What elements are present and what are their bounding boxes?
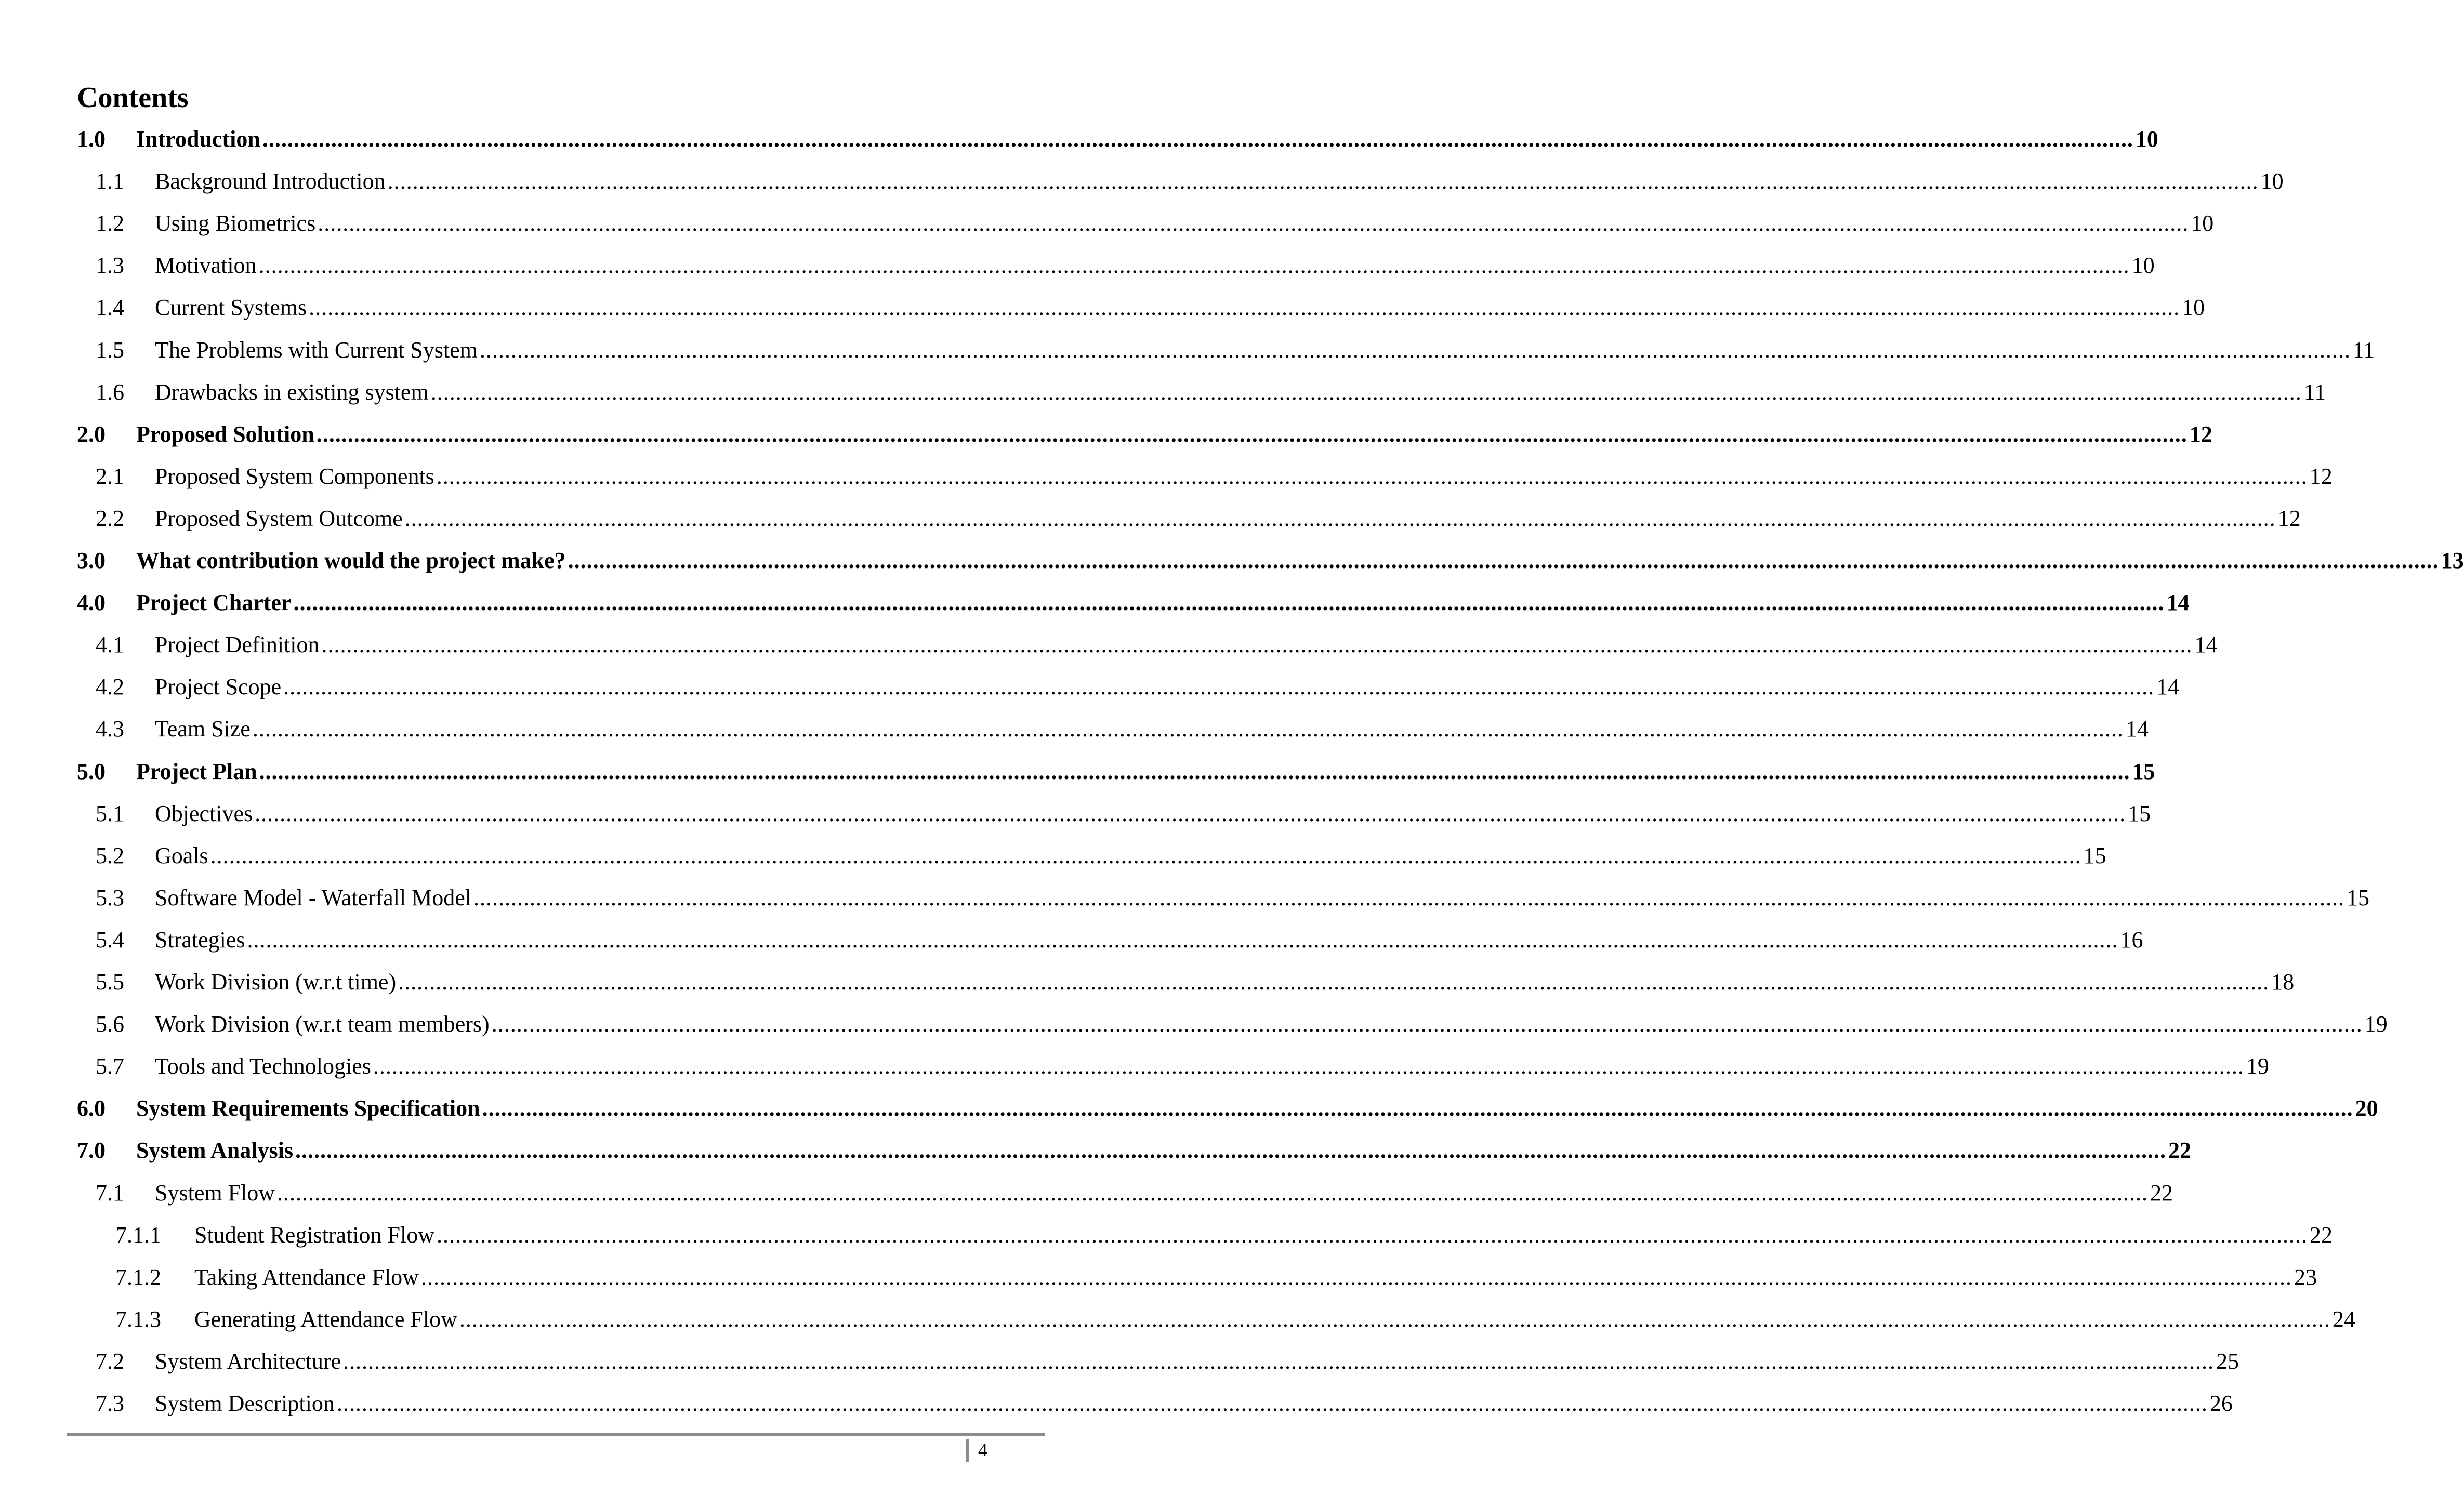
toc-entry-number: 3.0 xyxy=(77,548,106,573)
toc-entry-number: 5.2 xyxy=(96,842,124,868)
toc-entry[interactable] xyxy=(77,545,2464,576)
toc-entry-title: System Description xyxy=(155,1391,335,1416)
toc-entry-title: Introduction xyxy=(136,126,260,152)
toc-entry[interactable] xyxy=(96,840,2106,871)
toc-dot-leader: ............................................................................................................................................................................................................................................................................................................ xyxy=(210,842,2081,868)
toc-entry-page: 16 xyxy=(2120,927,2143,953)
toc-entry-number: 7.1.1 xyxy=(115,1222,161,1248)
toc-entry-page: 19 xyxy=(2246,1053,2269,1079)
toc-entry-title: Work Division (w.r.t time) xyxy=(155,969,397,995)
toc-dot-leader: ............................................................................................................................................................................................................................................................................................................ xyxy=(283,674,2155,700)
toc-dot-leader: ............................................................................................................................................................................................................................................................................................................ xyxy=(568,548,2439,573)
toc-entry-number: 1.1 xyxy=(96,168,124,194)
toc-entry-number: 7.1.3 xyxy=(115,1306,161,1332)
toc-entry-page: 15 xyxy=(2347,884,2370,910)
toc-entry[interactable] xyxy=(96,292,2205,323)
toc-dot-leader: ............................................................................................................................................................................................................................................................................................................ xyxy=(295,1138,2166,1164)
toc-entry[interactable] xyxy=(96,1346,2239,1377)
toc-entry-title: Goals xyxy=(155,842,208,868)
toc-entry-title: System Analysis xyxy=(136,1138,293,1164)
page-number-marker xyxy=(966,1439,969,1462)
toc-entry-number: 1.3 xyxy=(96,253,124,279)
toc-dot-leader: ............................................................................................................................................................................................................................................................................................................ xyxy=(258,253,2130,279)
toc-entry[interactable] xyxy=(96,461,2333,492)
toc-entry-page: 24 xyxy=(2332,1306,2355,1332)
toc-entry-page: 14 xyxy=(2125,716,2149,742)
toc-dot-leader: ............................................................................................................................................................................................................................................................................................................ xyxy=(247,927,2118,953)
toc-dot-leader: ............................................................................................................................................................................................................................................................................................................ xyxy=(309,295,2180,321)
toc-entry[interactable] xyxy=(77,1093,2378,1124)
toc-entry-title: Software Model - Waterfall Model xyxy=(155,884,472,910)
toc-entry[interactable] xyxy=(96,166,2284,197)
toc-entry-title: Background Introduction xyxy=(155,168,386,194)
toc-dot-leader: ............................................................................................................................................................................................................................................................................................................ xyxy=(255,800,2126,826)
toc-entry-page: 19 xyxy=(2364,1011,2388,1037)
toc-entry[interactable] xyxy=(96,967,2295,998)
page-title: Contents xyxy=(77,82,189,114)
toc-entry-page: 20 xyxy=(2355,1095,2378,1121)
toc-entry[interactable] xyxy=(96,629,2218,660)
toc-entry[interactable] xyxy=(96,1051,2269,1082)
toc-dot-leader: ............................................................................................................................................................................................................................................................................................................ xyxy=(482,1095,2353,1121)
toc-entry[interactable] xyxy=(96,798,2151,829)
toc-entry-number: 2.0 xyxy=(77,421,106,447)
toc-entry-number: 1.0 xyxy=(77,126,106,152)
toc-dot-leader: ............................................................................................................................................................................................................................................................................................................ xyxy=(343,1348,2215,1374)
toc-entry-title: System Architecture xyxy=(155,1348,341,1374)
toc-entry-title: Proposed System Components xyxy=(155,463,434,489)
toc-entry[interactable] xyxy=(96,208,2214,239)
toc-entry-number: 4.1 xyxy=(96,632,124,658)
toc-entry-number: 4.2 xyxy=(96,674,124,700)
toc-entry-page: 22 xyxy=(2168,1138,2191,1164)
toc-entry-title: Current Systems xyxy=(155,295,307,321)
toc-entry-page: 13 xyxy=(2441,548,2464,573)
toc-entry-page: 14 xyxy=(2194,632,2218,658)
toc-entry[interactable] xyxy=(77,419,2212,450)
toc-entry[interactable] xyxy=(96,882,2370,914)
toc-entry-title: Drawbacks in existing system xyxy=(155,379,429,405)
toc-entry-title: What contribution would the project make? xyxy=(136,548,566,573)
toc-entry-number: 2.2 xyxy=(96,505,124,531)
toc-entry-page: 10 xyxy=(2131,253,2155,279)
toc-entry-number: 4.3 xyxy=(96,716,124,742)
toc-entry-page: 22 xyxy=(2150,1180,2173,1206)
toc-dot-leader: ............................................................................................................................................................................................................................................................................................................ xyxy=(459,1306,2330,1332)
toc-entry-page: 12 xyxy=(2309,463,2333,489)
toc-dot-leader: ............................................................................................................................................................................................................................................................................................................ xyxy=(491,1011,2363,1037)
toc-dot-leader: ............................................................................................................................................................................................................................................................................................................ xyxy=(473,884,2345,910)
toc-dot-leader: ............................................................................................................................................................................................................................................................................................................ xyxy=(437,1222,2308,1248)
toc-entry-number: 5.5 xyxy=(96,969,124,995)
toc-entry[interactable] xyxy=(115,1220,2333,1251)
toc-entry-number: 5.3 xyxy=(96,884,124,910)
toc-entry-number: 7.0 xyxy=(77,1138,106,1164)
toc-entry[interactable] xyxy=(96,714,2149,745)
toc-entry-number: 4.0 xyxy=(77,590,106,616)
toc-entry[interactable] xyxy=(96,503,2301,534)
toc-entry-page: 15 xyxy=(2132,758,2155,784)
toc-entry-page: 10 xyxy=(2191,210,2214,236)
toc-entry-number: 1.2 xyxy=(96,210,124,236)
toc-entry-page: 15 xyxy=(2083,842,2106,868)
toc-entry-title: Motivation xyxy=(155,253,257,279)
toc-entry-page: 14 xyxy=(2166,590,2190,616)
toc-entry[interactable] xyxy=(96,924,2143,956)
toc-entry-title: Project Scope xyxy=(155,674,282,700)
toc-entry-page: 14 xyxy=(2156,674,2180,700)
toc-entry-number: 2.1 xyxy=(96,463,124,489)
toc-entry-page: 10 xyxy=(2260,168,2284,194)
toc-dot-leader: ............................................................................................................................................................................................................................................................................................................ xyxy=(316,421,2188,447)
toc-entry-title: Proposed Solution xyxy=(136,421,314,447)
toc-entry-title: The Problems with Current System xyxy=(155,337,478,363)
toc-entry-title: Tools and Technologies xyxy=(155,1053,371,1079)
toc-entry-page: 11 xyxy=(2303,379,2326,405)
toc-dot-leader: ............................................................................................................................................................................................................................................................................................................ xyxy=(321,632,2193,658)
toc-dot-leader: ............................................................................................................................................................................................................................................................................................................ xyxy=(387,168,2259,194)
toc-entry[interactable] xyxy=(96,335,2375,366)
toc-entry-page: 22 xyxy=(2310,1222,2333,1248)
toc-entry-number: 5.7 xyxy=(96,1053,124,1079)
toc-entry-title: Project Plan xyxy=(136,758,257,784)
toc-entry-number: 6.0 xyxy=(77,1095,106,1121)
toc-entry-title: Objectives xyxy=(155,800,253,826)
toc-entry-page: 18 xyxy=(2271,969,2295,995)
toc-entry[interactable] xyxy=(96,1178,2173,1209)
toc-entry-number: 5.4 xyxy=(96,927,124,953)
toc-dot-leader: ............................................................................................................................................................................................................................................................................................................ xyxy=(420,1264,2292,1290)
toc-dot-leader: ............................................................................................................................................................................................................................................................................................................ xyxy=(479,337,2351,363)
toc-entry-number: 7.1 xyxy=(96,1180,124,1206)
toc-entry-page: 10 xyxy=(2135,126,2158,152)
toc-entry-page: 10 xyxy=(2182,295,2205,321)
toc-entry-title: System Requirements Specification xyxy=(136,1095,480,1121)
toc-entry[interactable] xyxy=(96,671,2180,703)
page-number: 4 xyxy=(978,1439,987,1460)
toc-entry[interactable] xyxy=(77,1135,2191,1166)
toc-entry-title: Proposed System Outcome xyxy=(155,505,403,531)
toc-entry-title: Work Division (w.r.t team members) xyxy=(155,1011,490,1037)
toc-entry-page: 26 xyxy=(2209,1391,2233,1416)
toc-entry-number: 5.6 xyxy=(96,1011,124,1037)
toc-entry-title: Using Biometrics xyxy=(155,210,316,236)
toc-dot-leader: ............................................................................................................................................................................................................................................................................................................ xyxy=(436,463,2308,489)
toc-entry-title: Strategies xyxy=(155,927,245,953)
toc-entry-page: 23 xyxy=(2294,1264,2317,1290)
toc-entry-number: 5.0 xyxy=(77,758,106,784)
toc-dot-leader: ............................................................................................................................................................................................................................................................................................................ xyxy=(404,505,2276,531)
toc-dot-leader: ............................................................................................................................................................................................................................................................................................................ xyxy=(373,1053,2244,1079)
toc-entry-title: Project Charter xyxy=(136,590,292,616)
toc-entry-title: Project Definition xyxy=(155,632,320,658)
toc-entry-title: Team Size xyxy=(155,716,251,742)
toc-entry-number: 7.3 xyxy=(96,1391,124,1416)
toc-entry-number: 7.1.2 xyxy=(115,1264,161,1290)
toc-entry-page: 25 xyxy=(2216,1348,2239,1374)
toc-dot-leader: ............................................................................................................................................................................................................................................................................................................ xyxy=(252,716,2124,742)
toc-entry[interactable] xyxy=(96,250,2155,281)
toc-entry-page: 12 xyxy=(2189,421,2212,447)
toc-entry[interactable] xyxy=(96,1009,2388,1040)
toc-entry-number: 1.5 xyxy=(96,337,124,363)
toc-entry-number: 5.1 xyxy=(96,800,124,826)
toc-entry-page: 12 xyxy=(2277,505,2301,531)
toc-entry-title: Taking Attendance Flow xyxy=(194,1264,419,1290)
toc-entry[interactable] xyxy=(96,377,2326,408)
toc-dot-leader: ............................................................................................................................................................................................................................................................................................................ xyxy=(336,1391,2208,1416)
footer-rule xyxy=(67,1433,1045,1436)
toc-entry[interactable] xyxy=(96,1388,2233,1419)
toc-entry[interactable] xyxy=(77,124,2158,155)
toc-entry[interactable] xyxy=(77,587,2190,618)
toc-dot-leader: ............................................................................................................................................................................................................................................................................................................ xyxy=(398,969,2270,995)
toc-dot-leader: ............................................................................................................................................................................................................................................................................................................ xyxy=(318,210,2189,236)
toc-entry[interactable] xyxy=(77,756,2155,787)
toc-entry[interactable] xyxy=(115,1262,2317,1293)
toc-entry-number: 1.6 xyxy=(96,379,124,405)
toc-entry-title: Student Registration Flow xyxy=(194,1222,434,1248)
toc-entry-page: 11 xyxy=(2352,337,2375,363)
toc-entry-page: 15 xyxy=(2128,800,2151,826)
toc-entry-number: 1.4 xyxy=(96,295,124,321)
toc-dot-leader: ............................................................................................................................................................................................................................................................................................................ xyxy=(262,126,2133,152)
toc-dot-leader: ............................................................................................................................................................................................................................................................................................................ xyxy=(430,379,2302,405)
toc-entry-title: Generating Attendance Flow xyxy=(194,1306,457,1332)
toc-dot-leader: ............................................................................................................................................................................................................................................................................................................ xyxy=(277,1180,2149,1206)
toc-entry-number: 7.2 xyxy=(96,1348,124,1374)
toc-dot-leader: ............................................................................................................................................................................................................................................................................................................ xyxy=(293,590,2165,616)
toc-entry-title: System Flow xyxy=(155,1180,275,1206)
toc-entry[interactable] xyxy=(115,1304,2355,1335)
toc-dot-leader: ............................................................................................................................................................................................................................................................................................................ xyxy=(259,758,2130,784)
